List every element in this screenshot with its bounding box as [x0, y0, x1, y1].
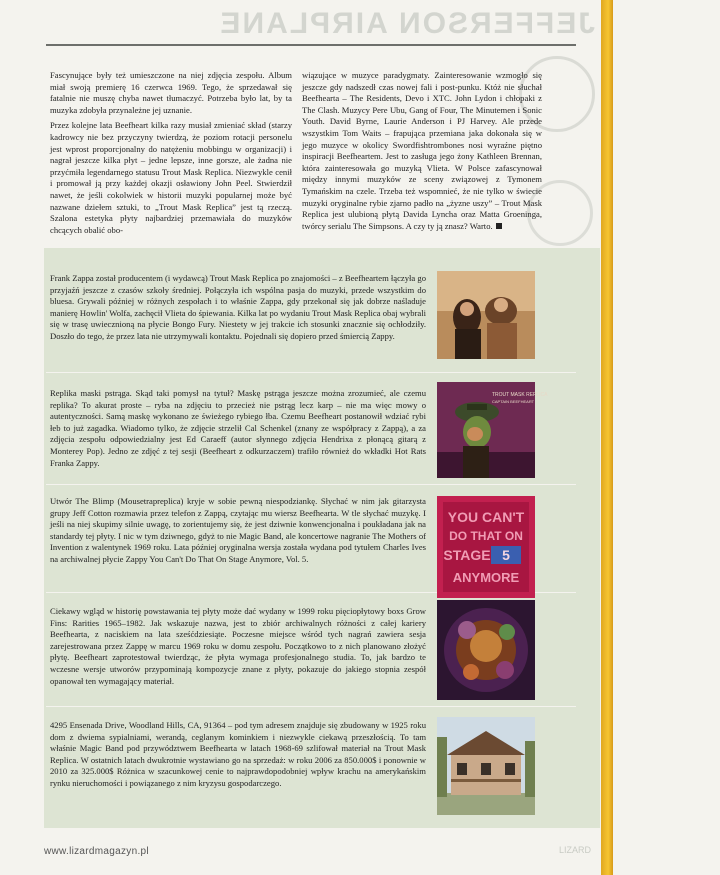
box-divider — [46, 484, 576, 485]
header-rule — [46, 44, 576, 46]
article-text: wiązujące w muzyce paradygmaty. Zainteresowanie wzmogło się jeszcze gdy nadszedł czas nowej fali i post-punku. Któż nie słuchał Beefhearta – The Residents, Devo i XTC. John Lydon i chłopaki z The Clash. Muzycy Pere Ubu, Gang of Four, The Minutemen i Sonic Youth. David Byrne, Laurie Anderson i PJ Harvey. Ale przede wszystkim Tom Waits – frapująca przemiana jaka dokonała się w jego muzyce w okolicy Swordfishtrombones nosi wyraźne piętno inspiracji Beefheartem. Jest to zasługa jego żony Kathleen Brennan, która zainteresowała go muzyką Vlieta. W Polsce zafascynował między innymi muzyków ze sceny związowej z Tymonem Tymańskim na czele. Trzeba też wspomnieć, że nie tylko w świecie muzyki oryginalne rybie zjarno padło na „żyzne uszy” – Trout Mask Replica jest ulubioną płytą Davida Lyncha oraz Matta Groeninga, twórcy serialu The Simpsons. A czy ty ją znasz? Warto. — [302, 70, 542, 231]
box-divider — [46, 372, 576, 373]
cover-artist: CAPTAIN BEEFHEART — [492, 399, 535, 404]
magazine-url: www.lizardmagazyn.pl — [44, 846, 149, 857]
box-text: Frank Zappa został producentem (i wydawcą) Trout Mask Replica po znajomości – z Beefheartem łączyła go przyjaźń jeszcze z czasów szkoły średniej. Połączyła ich wspólna pasja do muzyki, przede wszystkim do bluesa. Grywali później w różnych zespołach i to właśnie Zappa, gdy przekonał się jak dobrze naśladuje manierę Howlin' Wolfa, zachęcił Vlieta do śpiewania. Kilka lat po wydaniu Trout Mask Replica obaj wybrali się w trasę uwiecznioną na płycie Bongo Fury. Niestety w jej trakcie ich stosunki znacznie się ochłodziły. Doszło do tego, że przez lata nie utrzymywali kontaktu. Pojednali się dopiero przed śmiercią Zappy. — [50, 273, 426, 341]
box-text: 4295 Ensenada Drive, Woodland Hills, CA, 91364 – pod tym adresem znajduje się zbudowany w 1925 roku dom z dwiema sypialniami, werandą, ceglanym kominkiem i niezwykle ciekawą przeszłością. To tam właśnie Magic Band pod przywództwem Beefhearta w latach 1968-69 szlifował materiał na Trout Mask Replica. W ostatnich latach dwukrotnie wystawiano go na sprzedaż: w roku 2006 za 850.000$ i ponownie w 2010 za 325.000$ Różnica w szacunkowej cenie to najprawdopodobniej wpływ krachu na amerykańskim rynku nieruchomości i powiązanego z nim kryzysu gospodarczego. — [50, 720, 426, 788]
cover-line: YOU CAN'T — [447, 509, 525, 525]
article-paragraph — [302, 70, 542, 232]
show-through-title: JEFFERSON AIRPLANE — [218, 7, 595, 40]
ensenada-drive-house-photo — [437, 717, 535, 815]
magazine-mark: LIZARD — [558, 845, 591, 855]
box-text: Replika maski pstrąga. Skąd taki pomysł na tytuł? Maskę pstrąga jeszcze można zrozumieć, ale czemu replika? To akurat proste – ryba na zdjęciu to przecież nie pstrąg lecz karp – nie ma więc mowy o autentyczności. Samą maskę wykonano ze świeżego rybiego łba. Czemu Beefheart postanowił wdziać rybi łeb to już zagadka. Wiadomo tylko, że zdjęcie strzelił Cal Schenkel (znany ze współpracy z Zappą), a za zdjęcia zespołu odpowiedzialny jest Ed Caraeff (autor słynnego zdjęcia Hendrixa z płonącą gitarą z Monterey Pop). Jedno ze zdjęć z tej sesji (Beefheart z odkurzaczem) trafiło również do wkładki Hot Rats Franka Zappy. — [50, 388, 426, 468]
box-text: Utwór The Blimp (Mousetrapreplica) kryje w sobie pewną niespodziankę. Słychać w nim jak gitarzysta grupy Jeff Cotton rozmawia przez telefon z Zappą, czytając mu wiersz Beefhearta. W tle słychać muzykę. I jeśli na niej skupimy silnie uwagę, to zorientujemy się, że jest dziwnie konwencjonalna i poukładana jak na standardy tej płyty. I nic w tym dziwnego, gdyż to nie Magic Band, ale koncertowe nagranie The Mothers of Invention z walentynek 1969 roku. Lata później oryginalna wersja została wydana pod tytułem Charles Ives na archiwalnej płycie Zappy You Can't Do That On Stage Anymore, Vol. 5. — [50, 496, 426, 564]
end-mark-icon — [496, 223, 502, 229]
trout-mask-replica-cover — [437, 382, 548, 478]
article-column-left — [50, 70, 292, 240]
zappa-beefheart-photo — [437, 271, 535, 359]
article-paragraph: Przez kolejne lata Beefheart kilka razy musiał zmieniać skład (starzy kadrowcy nie bez przyczyny twierdzą, że poziom rotacji personelu jest wprost proporcjonalny do natężeniu mobbingu w organizacji) i nagrał jeszcze kilka płyt – jedne lepsze, inne gorsze, ale żadna nie przyćmiła legendarnego statusu Trout Mask Replica. Niezwykle cenił i promował ją przy każdej okazji osławiony John Peel. Stwierdził nawet, że jeśli cokolwiek w historii muzyki popularnej może być nazwane dziełem sztuki, to „Trout Mask Replica” jest tą rzeczą. Szalona estetyka płyty najbardziej przemawiała do muzyków chcących obalić obo- — [50, 120, 292, 235]
page-edge-stripe — [601, 0, 613, 875]
cover-line: STAGE — [443, 547, 491, 563]
grow-fins-cover — [437, 600, 535, 700]
cover-title: TROUT MASK REPLICA — [492, 392, 548, 398]
cover-line: DO THAT ON — [449, 529, 523, 543]
article-paragraph: Fascynujące były też umieszczone na niej zdjęcia zespołu. Album miał swoją premierę 16 czerwca 1969. Tego, że sprzedawał się fatalnie nie muszę chyba nawet tłumaczyć. Potrzeba było lat, by ta muzyka zdobyła przynależne jej uznanie. — [50, 70, 292, 115]
box-divider — [46, 706, 576, 707]
side-watermark — [560, 580, 720, 620]
cover-line: ANYMORE — [452, 570, 520, 585]
cover-volume: 5 — [502, 547, 510, 563]
you-cant-do-that-on-stage-anymore-cover — [437, 496, 535, 598]
article-column-right — [302, 70, 542, 236]
box-text: Ciekawy wgląd w historię powstawania tej płyty może dać wydany w 1999 roku pięciopłytowy boxs Grow Fins: Rarities 1965–1982. Jak wskazuje nazwa, jest to zbiór archiwalnych różności z całej kariery Beefhearta, z naciskiem na lata sześćdziesiąte. Poczesne miejsce wśród tych nagrań zawiera sesja zarejestrowana przez Zappę w marcu 1969 roku w domu zespołu. Początkowo to z nich planowano złożyć płytę. Beefheart zaprotestował twierdząc, że płyta wymaga profesjonalnego studia. To, jak bardzo te wczesne wersje utworów przypominają kompozycje znane z płyty, pokazuje do jakiego stopnia zespół opanował ten wymagający materiał. — [50, 606, 426, 686]
